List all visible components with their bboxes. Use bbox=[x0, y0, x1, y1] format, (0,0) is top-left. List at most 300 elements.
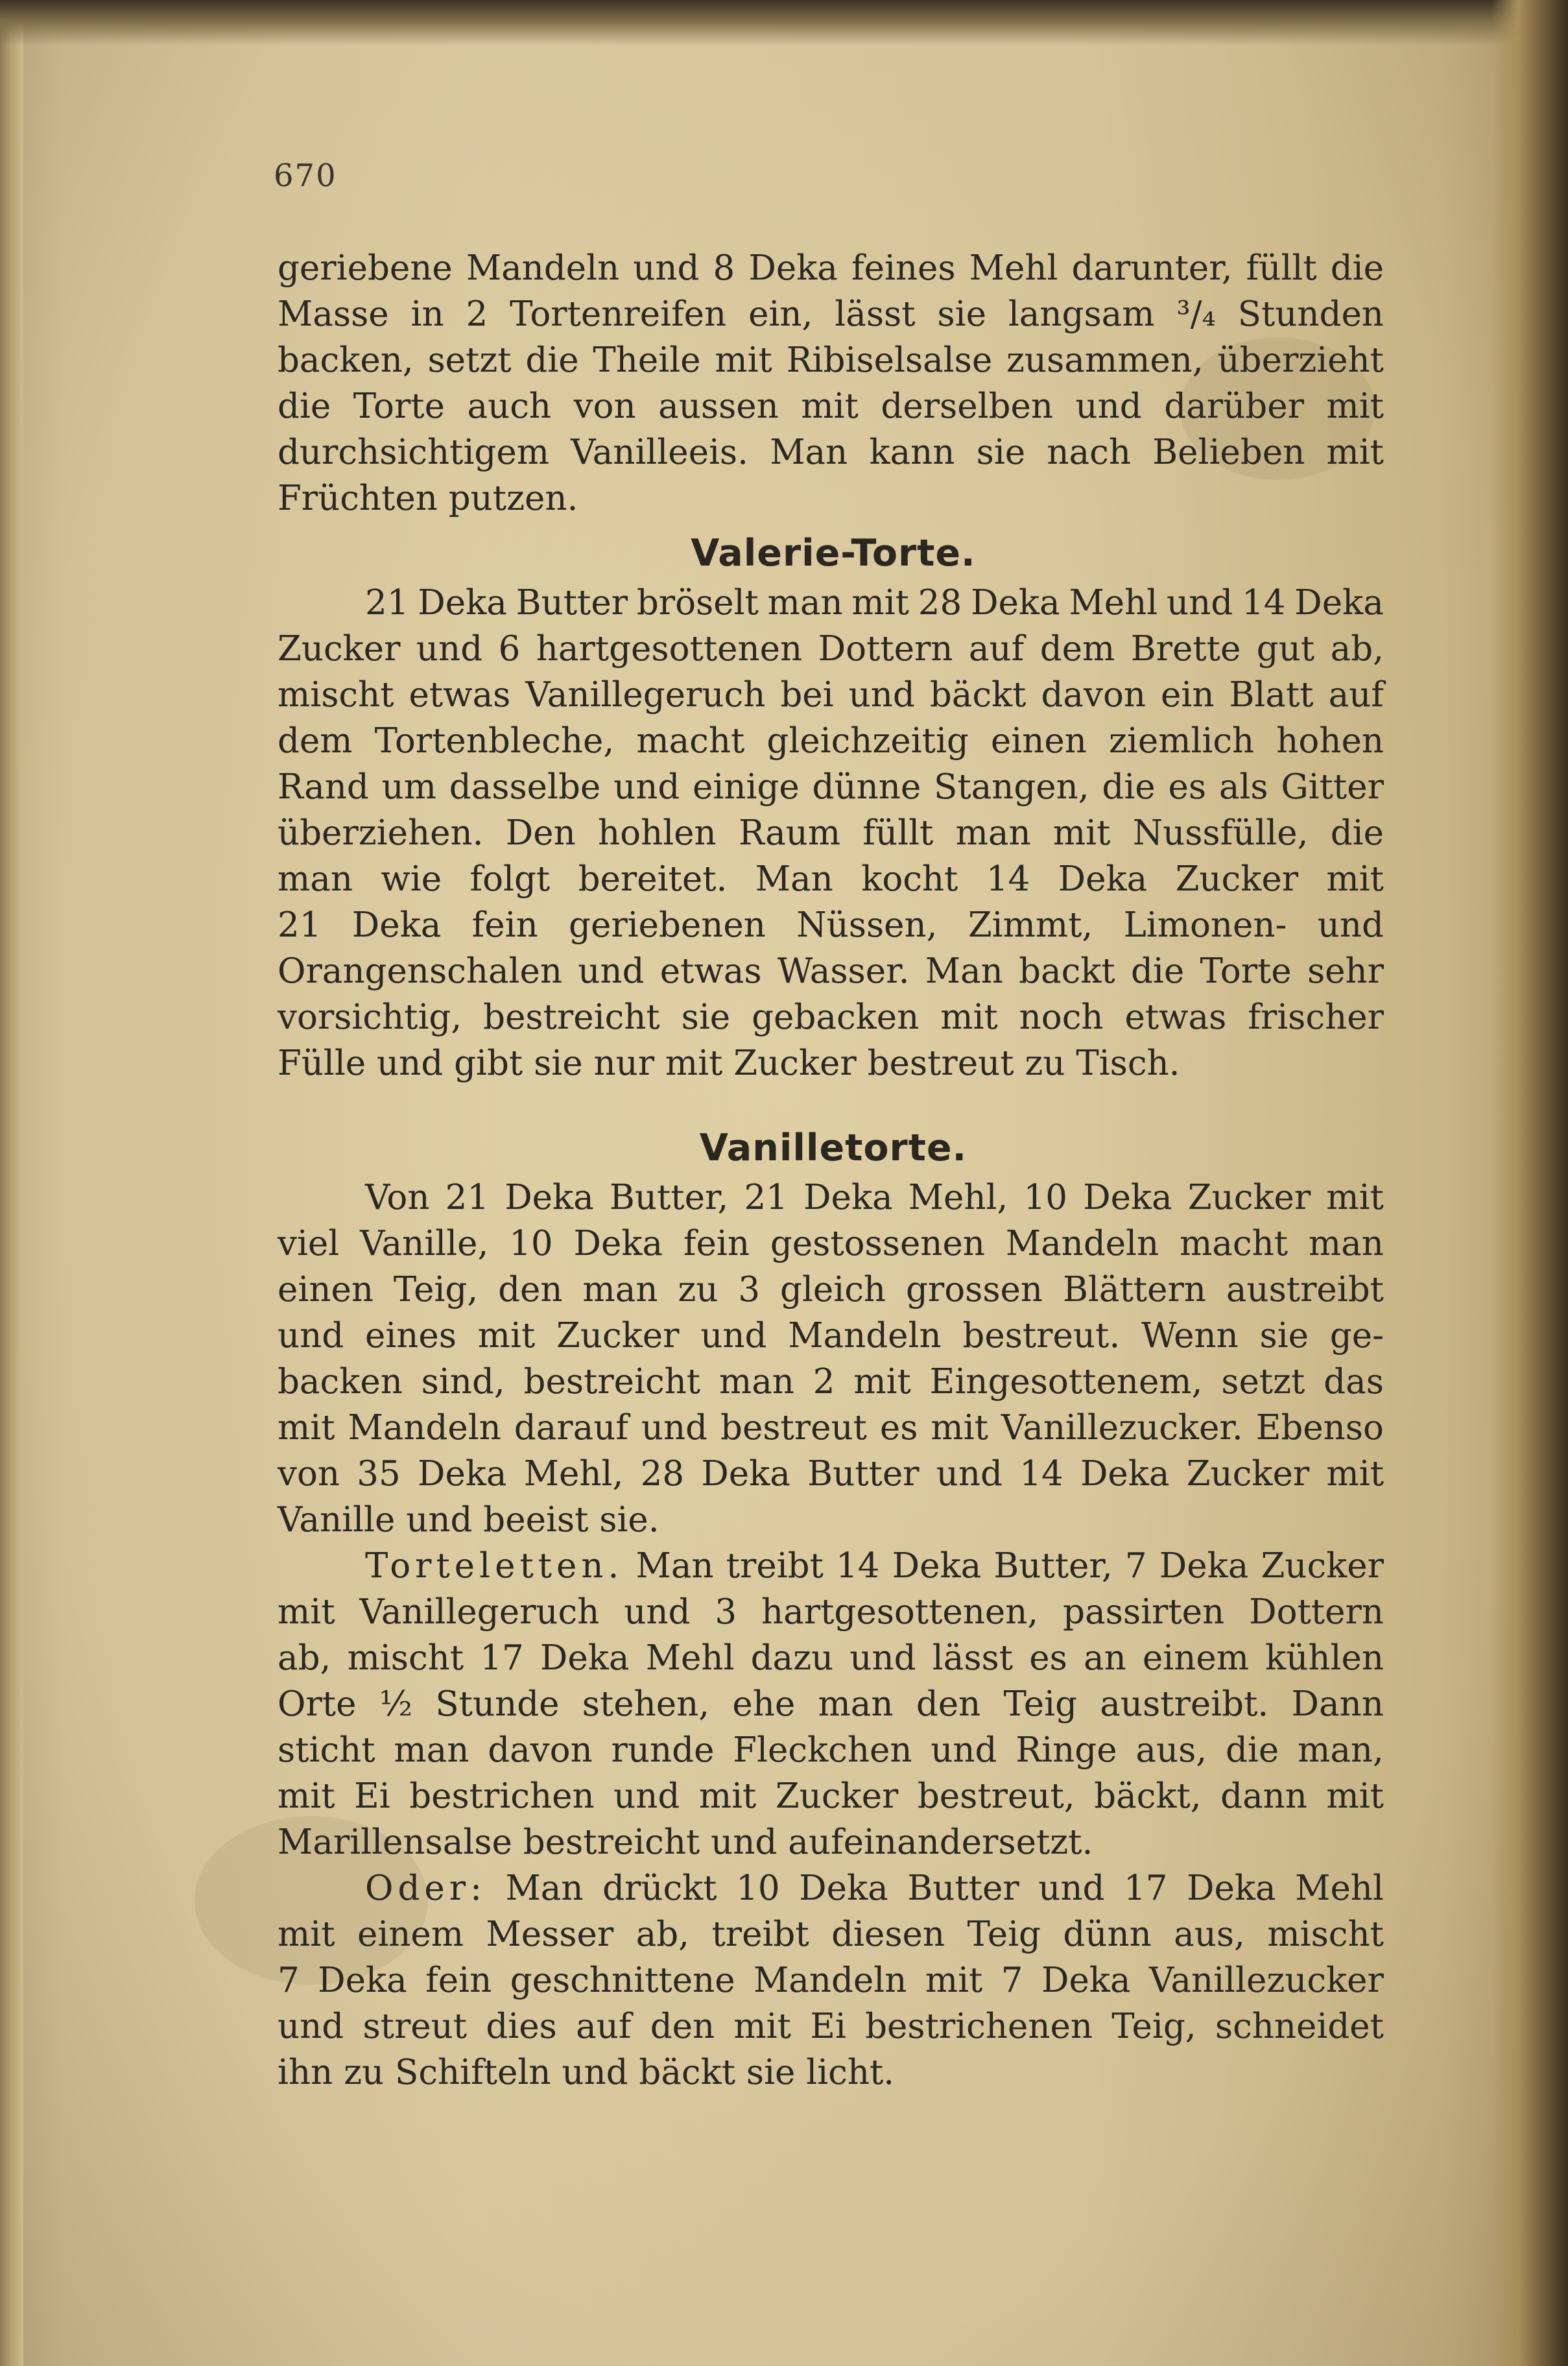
word: viel bbox=[278, 1224, 340, 1263]
word: Stangen, bbox=[934, 767, 1089, 807]
word: Nussfülle, bbox=[1132, 813, 1309, 853]
word: mit bbox=[733, 2007, 791, 2046]
word: Dottern bbox=[818, 629, 953, 669]
word: Zucker bbox=[775, 1776, 899, 1816]
word: und bbox=[278, 2007, 344, 2046]
word: stehen, bbox=[582, 1684, 710, 1724]
word: sind, bbox=[421, 1362, 505, 1402]
word: sie bbox=[937, 294, 986, 334]
word: die bbox=[1226, 1730, 1279, 1770]
word: mit bbox=[851, 583, 909, 623]
word: Teig bbox=[967, 1915, 1041, 1954]
word: mit bbox=[477, 1316, 536, 1356]
word: dann bbox=[1220, 1776, 1307, 1816]
book-gutter bbox=[1491, 0, 1568, 2366]
word: und bbox=[377, 1044, 444, 1083]
text-line bbox=[278, 475, 1384, 521]
word: treibt bbox=[711, 1915, 809, 1954]
word: 3 bbox=[715, 1592, 737, 1632]
page-number: 670 bbox=[274, 158, 337, 194]
word: mit bbox=[715, 341, 772, 380]
word: geriebene bbox=[278, 248, 453, 288]
text-line bbox=[278, 1313, 1384, 1359]
word: etwas bbox=[1124, 998, 1227, 1037]
word: fein bbox=[471, 905, 538, 945]
word: diesen bbox=[831, 1915, 945, 1954]
word: Schifteln bbox=[395, 2053, 551, 2092]
word: 14 bbox=[836, 1546, 880, 1586]
text-line bbox=[278, 2003, 1384, 2049]
word: durchsichtigem bbox=[278, 433, 549, 472]
text-line bbox=[278, 1819, 1384, 1865]
word: 21 bbox=[278, 905, 322, 945]
word: von bbox=[573, 387, 636, 426]
word: Deka bbox=[417, 1454, 507, 1494]
word: 10 bbox=[736, 1869, 780, 1908]
word: Deka bbox=[1187, 1869, 1276, 1908]
text-line bbox=[278, 948, 1384, 994]
word: darunter, bbox=[1071, 248, 1233, 288]
word: auf bbox=[576, 2007, 632, 2046]
text-line bbox=[278, 902, 1384, 948]
word: licht. bbox=[806, 2053, 895, 2092]
word: davon bbox=[1041, 675, 1146, 715]
word: und bbox=[578, 951, 645, 991]
word: mischt bbox=[278, 675, 394, 715]
word: kocht bbox=[861, 859, 958, 899]
word: mit bbox=[665, 1044, 723, 1083]
word: um bbox=[381, 767, 436, 807]
word: 14 bbox=[1242, 583, 1286, 623]
word: Zucker bbox=[556, 1316, 680, 1356]
word: die bbox=[1102, 767, 1156, 807]
word: Ei bbox=[810, 2007, 846, 2046]
word: passirten bbox=[1063, 1592, 1225, 1632]
word: man bbox=[1308, 1224, 1384, 1263]
word: 7 bbox=[1001, 1961, 1023, 2000]
word: Teig bbox=[1003, 1684, 1077, 1724]
word: mit bbox=[698, 1776, 757, 1816]
word: aus, bbox=[1135, 1730, 1207, 1770]
word: Deka bbox=[1083, 1178, 1172, 1217]
word: Teig, bbox=[1111, 2007, 1196, 2046]
text-line bbox=[278, 1635, 1384, 1681]
word: ge- bbox=[1329, 1316, 1384, 1356]
word: Eingesottenem, bbox=[929, 1362, 1203, 1402]
word: und bbox=[936, 1454, 1003, 1494]
word: füllt bbox=[1246, 248, 1317, 288]
word: und bbox=[1317, 905, 1384, 945]
word: die bbox=[1330, 248, 1384, 288]
word: derselben bbox=[881, 387, 1053, 426]
word: etwas bbox=[409, 675, 511, 715]
word: ein, bbox=[748, 294, 813, 334]
word: den bbox=[916, 1684, 981, 1724]
word: und bbox=[624, 1592, 691, 1632]
section-heading: Valerie-Torte. bbox=[691, 532, 976, 575]
word: mit bbox=[278, 1408, 335, 1448]
paragraph bbox=[278, 245, 1384, 521]
word: und bbox=[848, 675, 915, 715]
word: frischer bbox=[1248, 998, 1384, 1037]
word: Blatt bbox=[1229, 675, 1314, 715]
text-line bbox=[278, 245, 1384, 291]
word: Deka bbox=[971, 583, 1060, 623]
word: und bbox=[700, 1316, 767, 1356]
text-line bbox=[278, 1911, 1384, 1957]
word: eines bbox=[364, 1316, 457, 1356]
word: Orangenschalen bbox=[278, 951, 563, 991]
text-line bbox=[278, 1773, 1384, 1819]
word: Mandeln bbox=[788, 1316, 942, 1356]
word: ihn bbox=[278, 2053, 333, 2092]
word: von bbox=[278, 1454, 340, 1494]
section-heading: Vanilletorte. bbox=[699, 1127, 968, 1169]
word: Zucker bbox=[278, 629, 401, 669]
word: Deka bbox=[803, 1178, 893, 1217]
word: zusammen, bbox=[1006, 341, 1204, 380]
body-text bbox=[278, 245, 1384, 2096]
word: aus, bbox=[1174, 1915, 1245, 1954]
word: zu bbox=[1025, 1044, 1065, 1083]
word: mit bbox=[1326, 1178, 1384, 1217]
word: bestreicht bbox=[523, 1822, 700, 1862]
text-line bbox=[278, 1451, 1384, 1497]
word: bereitet. bbox=[578, 859, 728, 899]
word: Deka bbox=[573, 1224, 663, 1263]
word: sie. bbox=[599, 1500, 659, 1540]
word: einige bbox=[693, 767, 800, 807]
word: fein bbox=[683, 1224, 750, 1263]
word: mit bbox=[801, 387, 859, 426]
word: mit bbox=[278, 1776, 335, 1816]
word: Deka bbox=[540, 1638, 630, 1678]
word: Nüssen, bbox=[796, 905, 938, 945]
paragraph bbox=[278, 1543, 1384, 1865]
word: Ebenso bbox=[1255, 1408, 1384, 1448]
word: man bbox=[278, 859, 353, 899]
word: dünne bbox=[812, 767, 921, 807]
word: Masse bbox=[278, 294, 389, 334]
word: Tisch. bbox=[1076, 1044, 1180, 1083]
word: ehe bbox=[732, 1684, 796, 1724]
word: überzieht bbox=[1217, 341, 1384, 380]
word: sie bbox=[1259, 1316, 1309, 1356]
word: bestreut bbox=[867, 1044, 1014, 1083]
word: Limonen- bbox=[1123, 905, 1287, 945]
text-line bbox=[278, 764, 1384, 810]
word: die bbox=[1130, 951, 1185, 991]
word: auf bbox=[1328, 675, 1384, 715]
word: und bbox=[633, 248, 700, 288]
word: Butter, bbox=[993, 1546, 1113, 1586]
word: Wenn bbox=[1141, 1316, 1239, 1356]
word: es bbox=[1168, 767, 1207, 807]
word: dem bbox=[278, 721, 353, 761]
word: hartgesottenen, bbox=[761, 1592, 1039, 1632]
word: 21 bbox=[365, 583, 409, 623]
text-line bbox=[278, 672, 1384, 718]
word: 10 bbox=[1023, 1178, 1067, 1217]
word: ziemlich bbox=[1108, 721, 1255, 761]
text-line bbox=[278, 1543, 1384, 1589]
word: bestrichenen bbox=[865, 2007, 1093, 2046]
word: macht bbox=[636, 721, 745, 761]
word: wie bbox=[381, 859, 442, 899]
word: ab, bbox=[278, 1638, 331, 1678]
word: streut bbox=[362, 2007, 468, 2046]
word: Mandeln bbox=[754, 1961, 907, 2000]
word: Mehl bbox=[645, 1638, 735, 1678]
word: 6 bbox=[498, 629, 521, 669]
word: schneidet bbox=[1215, 2007, 1384, 2046]
word: Mehl bbox=[1295, 1869, 1384, 1908]
word: 10 bbox=[509, 1224, 553, 1263]
word: sie bbox=[976, 433, 1026, 472]
word: Butter bbox=[807, 1454, 920, 1494]
word: gebacken bbox=[752, 998, 920, 1037]
word: 21 bbox=[744, 1178, 788, 1217]
word: ab, bbox=[1330, 629, 1384, 669]
word: Deka bbox=[892, 1546, 982, 1586]
word: Deka bbox=[799, 1869, 888, 1908]
text-line bbox=[278, 337, 1384, 383]
word: man bbox=[719, 1362, 794, 1402]
word: mischt bbox=[1267, 1915, 1384, 1954]
word: bestrichen bbox=[409, 1776, 595, 1816]
word: bei bbox=[780, 675, 834, 715]
word: Stunden bbox=[1237, 294, 1384, 334]
word: bestreut bbox=[720, 1408, 867, 1448]
word: den bbox=[650, 2007, 715, 2046]
word: Deka bbox=[701, 1454, 790, 1494]
word: die bbox=[278, 387, 331, 426]
word: darüber bbox=[1164, 387, 1304, 426]
word: Marillensalse bbox=[278, 1822, 512, 1862]
word: sie bbox=[746, 2053, 796, 2092]
word: mit bbox=[940, 998, 998, 1037]
word: mit bbox=[1326, 859, 1384, 899]
word: und bbox=[562, 2053, 628, 2092]
word: Den bbox=[505, 813, 576, 853]
word: den bbox=[498, 1270, 563, 1309]
text-line bbox=[278, 1359, 1384, 1405]
paragraph bbox=[278, 580, 1384, 1086]
word: gleich bbox=[780, 1270, 886, 1309]
word: Vanille bbox=[278, 1500, 396, 1540]
word: Mehl, bbox=[908, 1178, 1008, 1217]
word: sticht bbox=[278, 1730, 375, 1770]
word: und bbox=[613, 1776, 680, 1816]
word: Deka bbox=[505, 1178, 594, 1217]
word: auf bbox=[968, 629, 1025, 669]
text-line bbox=[278, 1040, 1384, 1086]
word: ab, bbox=[636, 1915, 690, 1954]
word: einem bbox=[1142, 1638, 1249, 1678]
word: 21 bbox=[445, 1178, 490, 1217]
word: austreibt bbox=[1226, 1270, 1384, 1309]
word: Deka bbox=[1041, 1961, 1131, 2000]
word: dem bbox=[1039, 629, 1115, 669]
word: Vanillezucker bbox=[1148, 1961, 1384, 2000]
word: Zucker bbox=[733, 1044, 857, 1083]
word: nach bbox=[1047, 433, 1131, 472]
word: in bbox=[410, 294, 444, 334]
word: nur bbox=[593, 1044, 655, 1083]
word: Vanille, bbox=[360, 1224, 489, 1263]
word: und bbox=[278, 1316, 344, 1356]
word: vorsichtig, bbox=[278, 998, 462, 1037]
word: und bbox=[849, 1638, 916, 1678]
word: Brette bbox=[1130, 629, 1241, 669]
text-line bbox=[278, 810, 1384, 856]
text-line bbox=[278, 2049, 1384, 2096]
word: grossen bbox=[905, 1270, 1043, 1309]
word: Deka bbox=[1058, 859, 1148, 899]
word: Stunde bbox=[435, 1684, 560, 1724]
paragraph bbox=[278, 1175, 1384, 1543]
text-line bbox=[278, 626, 1384, 672]
word: mit bbox=[1052, 813, 1111, 853]
word: mit bbox=[278, 1915, 335, 1954]
word: es bbox=[879, 1408, 918, 1448]
word: dies bbox=[486, 2007, 557, 2046]
word: ein bbox=[1161, 675, 1215, 715]
word: auch bbox=[467, 387, 552, 426]
word: und bbox=[1075, 387, 1142, 426]
word: und bbox=[416, 629, 483, 669]
word: etwas bbox=[659, 951, 762, 991]
word: Messer bbox=[486, 1915, 614, 1954]
word: Deka bbox=[1294, 583, 1384, 623]
word: Mehl, bbox=[523, 1454, 624, 1494]
text-line bbox=[278, 429, 1384, 475]
word: macht bbox=[1180, 1224, 1289, 1263]
text-line bbox=[278, 291, 1384, 337]
word: Deka bbox=[1080, 1454, 1170, 1494]
text-line bbox=[278, 994, 1384, 1040]
word: bestreicht bbox=[483, 998, 660, 1037]
word: langsam bbox=[1008, 294, 1155, 334]
word: Mandeln bbox=[348, 1408, 501, 1448]
word: Dottern bbox=[1249, 1592, 1384, 1632]
word: Zucker bbox=[1175, 859, 1299, 899]
word: backen, bbox=[278, 341, 414, 380]
word: und bbox=[1038, 1869, 1105, 1908]
word: gibt bbox=[454, 1044, 523, 1083]
word: Vanillegeruch bbox=[525, 675, 766, 715]
word: einem bbox=[357, 1915, 464, 1954]
word: Früchten bbox=[278, 479, 438, 518]
word: zu bbox=[678, 1270, 719, 1309]
word: mit bbox=[925, 1961, 983, 2000]
word: die bbox=[1330, 813, 1384, 853]
word: putzen. bbox=[448, 479, 578, 518]
word: und bbox=[613, 767, 680, 807]
word: einen bbox=[990, 721, 1087, 761]
word: gut bbox=[1256, 629, 1315, 669]
word: Gitter bbox=[1281, 767, 1384, 807]
text-line bbox=[278, 1727, 1384, 1773]
word: lässt bbox=[835, 294, 916, 334]
word: mit bbox=[1326, 387, 1384, 426]
word: als bbox=[1218, 767, 1268, 807]
word: Butter bbox=[907, 1869, 1019, 1908]
word: noch bbox=[1019, 998, 1104, 1037]
word: darauf bbox=[514, 1408, 628, 1448]
word: Tortenreifen bbox=[510, 294, 727, 334]
text-line bbox=[278, 1957, 1384, 2003]
word: Fülle bbox=[278, 1044, 366, 1083]
word: geschnittene bbox=[510, 1961, 735, 2000]
word: Rand bbox=[278, 767, 369, 807]
text-line bbox=[278, 1221, 1384, 1267]
word: und bbox=[931, 1730, 997, 1770]
word: Theile bbox=[593, 341, 701, 380]
word: Blättern bbox=[1062, 1270, 1206, 1309]
word: setzt bbox=[1221, 1362, 1305, 1402]
word: Ribiselsalse bbox=[786, 341, 993, 380]
word: Vanilleeis. bbox=[571, 433, 748, 472]
text-line bbox=[278, 580, 1384, 626]
word: das bbox=[1324, 1362, 1384, 1402]
word: 14 bbox=[986, 859, 1030, 899]
word: bäckt bbox=[639, 2053, 736, 2092]
word: sie bbox=[534, 1044, 583, 1083]
word: dasselbe bbox=[449, 767, 601, 807]
word: überziehen. bbox=[278, 813, 484, 853]
word: Tortenbleche, bbox=[374, 721, 615, 761]
word: fein bbox=[425, 1961, 492, 2000]
word: man bbox=[767, 583, 843, 623]
word: Torte bbox=[353, 387, 445, 426]
word: 7 bbox=[1124, 1546, 1147, 1586]
word: und bbox=[406, 1500, 473, 1540]
text-line bbox=[278, 1175, 1384, 1221]
word: man, bbox=[1298, 1730, 1384, 1770]
word: hartgesottenen bbox=[536, 629, 803, 669]
word: 28 bbox=[640, 1454, 685, 1494]
word: Orte bbox=[278, 1684, 357, 1724]
word: und bbox=[711, 1822, 778, 1862]
word: und bbox=[1166, 583, 1233, 623]
word: folgt bbox=[469, 859, 551, 899]
word: hohlen bbox=[598, 813, 717, 853]
word: austreibt. bbox=[1100, 1684, 1269, 1724]
word: Deka bbox=[1159, 1546, 1249, 1586]
text-line bbox=[278, 1865, 1384, 1911]
word: an bbox=[1083, 1638, 1126, 1678]
word: Mandeln bbox=[1005, 1224, 1159, 1263]
word: Torteletten. bbox=[365, 1546, 624, 1586]
word: lässt bbox=[932, 1638, 1014, 1678]
word: 7 bbox=[278, 1961, 300, 2000]
word: Vanillezucker. bbox=[1001, 1408, 1243, 1448]
word: 14 bbox=[1019, 1454, 1063, 1494]
word: kühlen bbox=[1265, 1638, 1384, 1678]
word: Zucker bbox=[1187, 1178, 1311, 1217]
page-top-shadow bbox=[0, 0, 1568, 45]
word: füllt bbox=[862, 813, 934, 853]
word: setzt bbox=[427, 341, 512, 380]
word: Torte bbox=[1200, 951, 1292, 991]
word: davon bbox=[488, 1730, 593, 1770]
word: feines bbox=[851, 248, 956, 288]
word: Mehl bbox=[969, 248, 1058, 288]
word: Zucker bbox=[1261, 1546, 1384, 1586]
word: Man bbox=[755, 859, 833, 899]
word: backen bbox=[278, 1362, 403, 1402]
